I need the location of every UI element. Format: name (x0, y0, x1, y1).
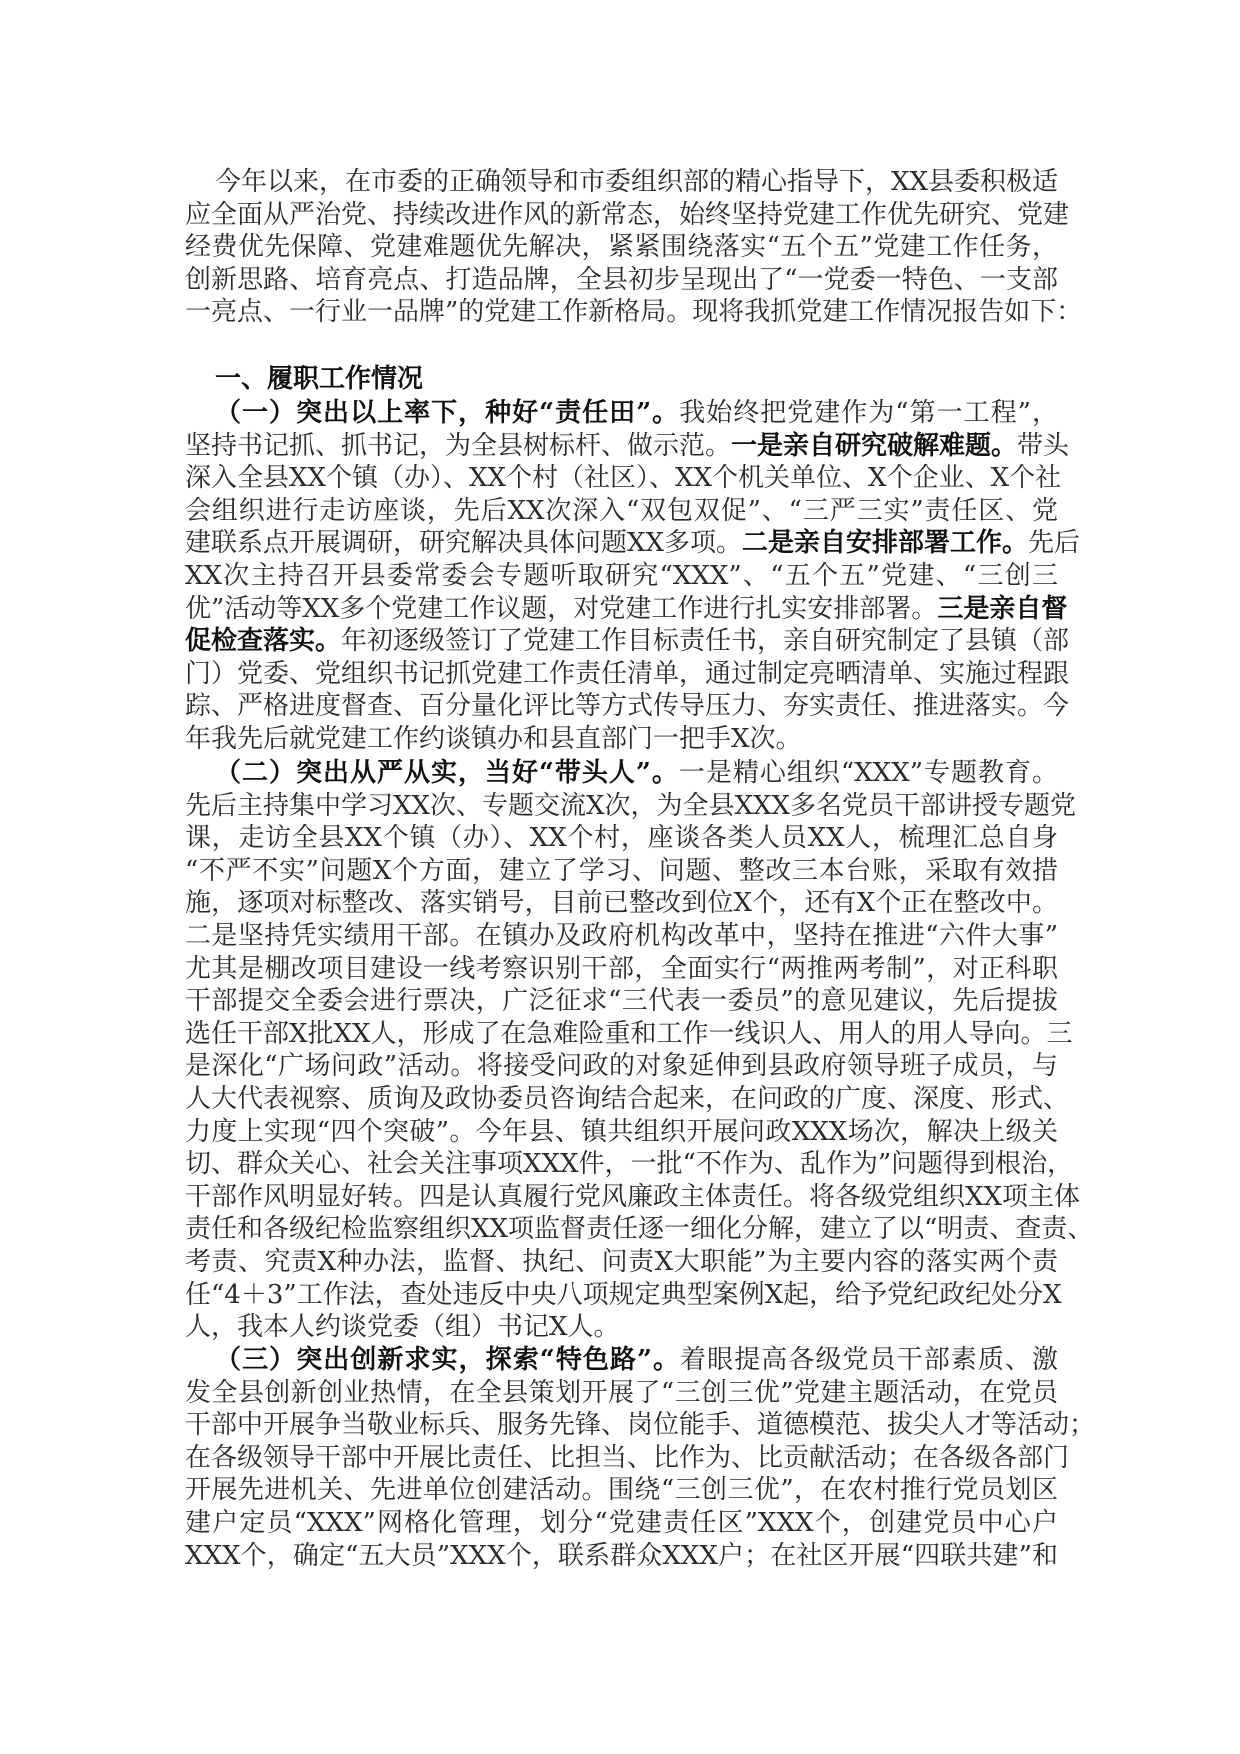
body-text: 门）党委、党组织书记抓党建工作责任清单，通过制定亮晒清单、实施过程跟 (185, 658, 1070, 689)
text-line (185, 790, 1077, 823)
text-line (185, 887, 1058, 920)
text-line (185, 658, 1070, 691)
body-text: XX次主持召开县委常委会专题听取研究“XXX”、“五个五”党建、“三创三 (185, 560, 1058, 591)
text-line (185, 462, 1062, 495)
body-text: 开展先进机关、先进单位创建活动。围绕“三创三优”，在农村推行党员划区 (185, 1475, 1058, 1506)
body-text: 会组织进行走访座谈，先后XX次深入“双包双促”、“三严三实”责任区、党 (185, 495, 1058, 526)
body-text: 我始终把党建作为“第一工程”， (679, 398, 1058, 428)
body-text: 经费优先保障、党建难题优先解决，紧紧围绕落实“五个五”党建工作任务， (185, 232, 1058, 263)
body-text: 年我先后就党建工作约谈镇办和县直部门一把手X次。 (185, 723, 802, 754)
text-line (185, 199, 1070, 232)
body-text: 人大代表视察、质询及政协委员咨询结合起来，在问政的广度、深度、形式、 (185, 1083, 1070, 1114)
body-text: 施，逐项对标整改、落实销号，目前已整改到位X个，还有X个正在整改中。 (185, 888, 1058, 919)
body-text: 尤其是棚改项目建设一线考察识别干部，全面实行“两推两考制”，对正科职 (185, 953, 1058, 984)
text-line (185, 1181, 1081, 1214)
body-text: 人，我本人约谈党委（组）书记X人。 (185, 1312, 620, 1343)
text-line (185, 560, 1058, 593)
body-text: 深入全县XX个镇（办）、XX个村（社区）、XX个机关单位、X个企业、X个社 (185, 463, 1062, 494)
bold-text: （一）突出以上率下，种好“责任田”。 (215, 398, 680, 428)
text-line (185, 625, 1070, 658)
bold-text: （三）突出创新求实，探索“特色路”。 (215, 1345, 681, 1375)
body-text: 建户定员“XXX”网格化管理，划分“党建责任区”XXX个，创建党员中心户 (185, 1507, 1058, 1538)
body-text: 二是坚持凭实绩用干部。在镇办及政府机构改革中，坚持在推进“六件大事” (185, 920, 1058, 951)
text-line (185, 1246, 1058, 1279)
text-line (185, 1540, 1058, 1573)
body-text: 建联系点开展调研，研究解决具体问题XX多项。 (185, 528, 743, 559)
body-text: 优”活动等XX多个党建工作议题，对党建工作进行扎实安排部署。 (185, 593, 938, 624)
text-line (185, 822, 1058, 855)
body-text: 今年以来，在市委的正确领导和市委组织部的精心指导下，XX县委积极适 (215, 167, 1059, 197)
text-line (185, 1050, 1058, 1083)
text-line (185, 1507, 1058, 1540)
paragraph (185, 1344, 1096, 1572)
text-line (185, 430, 1070, 463)
text-line (185, 397, 1058, 430)
paragraph (185, 166, 1083, 329)
bold-text: （二）突出从严从实，当好“带头人”。 (215, 758, 679, 788)
text-line (185, 757, 1058, 790)
paragraph (185, 397, 1081, 756)
body-text: 踪、严格进度督查、百分量化评比等方式传导压力、夯实责任、推进落实。今 (185, 691, 1070, 722)
text-line (185, 231, 1058, 264)
body-text: 干部作风明显好转。四是认真履行党风廉政主体责任。将各级党组织XX项主体 (185, 1181, 1081, 1212)
section-heading (185, 363, 1058, 396)
body-text: 选任干部X批XX人，形成了在急难险重和工作一线识人、用人的用人导向。三 (185, 1018, 1073, 1049)
bold-text: 一是亲自研究破解难题。 (731, 430, 1018, 461)
text-line (185, 527, 1081, 560)
text-line (185, 1213, 1094, 1246)
bold-text: 三是亲自督 (937, 593, 1068, 624)
text-line (185, 1474, 1058, 1507)
text-line (185, 1116, 1058, 1149)
text-line (185, 1148, 1074, 1181)
body-text: 考责、究责X种办法，监督、执纪、问责X大职能”为主要内容的落实两个责 (185, 1246, 1058, 1277)
body-text: 先后 (1028, 528, 1081, 559)
body-text: 着眼提高各级党员干部素质、激 (680, 1345, 1058, 1375)
text-line (185, 855, 1058, 888)
text-line (185, 1344, 1058, 1377)
text-line (185, 690, 1070, 723)
text-line (185, 1279, 1062, 1312)
text-line (185, 953, 1058, 986)
text-line (185, 264, 1058, 297)
text-line (185, 1311, 1058, 1344)
body-text: 干部提交全委会进行票决，广泛征求“三代表一委员”的意见建议，先后提拔 (185, 986, 1058, 1017)
text-line (185, 593, 1068, 626)
body-text: 在各级领导干部中开展比责任、比担当、比作为、比贡献活动；在各级各部门 (185, 1442, 1070, 1473)
text-line (185, 363, 1058, 396)
text-line (185, 920, 1058, 953)
text-line (185, 166, 1058, 199)
text-line (185, 1018, 1073, 1051)
body-text: 创新思路、培育亮点、打造品牌，全县初步呈现出了“一党委一特色、一支部 (185, 264, 1058, 295)
body-text: 发全县创新创业热情，在全县策划开展了“三创三优”党建主题活动，在党员 (185, 1377, 1058, 1408)
bold-text: 促检查落实。 (185, 626, 342, 657)
text-line (185, 985, 1058, 1018)
body-text: 力度上实现“四个突破”。今年县、镇共组织开展问政XXX场次，解决上级关 (185, 1116, 1058, 1147)
text-line (185, 495, 1058, 528)
body-text: 切、群众关心、社会关注事项XXX件，一批“不作为、乱作为”问题得到根治， (185, 1149, 1074, 1180)
text-line (185, 1409, 1096, 1442)
text-line (185, 723, 1058, 756)
body-text: 带头 (1017, 430, 1070, 461)
bold-text: 一、履职工作情况 (215, 364, 424, 394)
body-text: 一是精心组织“XXX”专题教育。 (678, 758, 1058, 788)
body-text: 坚持书记抓、抓书记，为全县树标杆、做示范。 (185, 430, 732, 461)
body-text: 应全面从严治党、持续改进作风的新常态，始终坚持党建工作优先研究、党建 (185, 199, 1070, 230)
text-line (185, 1083, 1070, 1116)
body-text: 任“4＋3”工作法，查处违反中央八项规定典型案例X起，给予党纪政纪处分X (185, 1279, 1062, 1310)
body-text: 先后主持集中学习XX次、专题交流X次，为全县XXX多名党员干部讲授专题党 (185, 790, 1077, 821)
body-text: 干部中开展争当敬业标兵、服务先锋、岗位能手、道德模范、拔尖人才等活动； (185, 1410, 1096, 1441)
text-line (185, 296, 1083, 329)
body-text: 是深化“广场问政”活动。将接受问政的对象延伸到县政府领导班子成员，与 (185, 1051, 1058, 1082)
body-text: 责任和各级纪检监察组织XX项监督责任逐一细化分解，建立了以“明责、查责、 (185, 1214, 1094, 1245)
body-text: 年初逐级签订了党建工作目标责任书，亲自研究制定了县镇（部 (341, 626, 1070, 657)
paragraph (185, 757, 1094, 1344)
body-text: 一亮点、一行业一品牌”的党建工作新格局。现将我抓党建工作情况报告如下： (185, 297, 1083, 328)
text-line (185, 1377, 1058, 1410)
body-text: “不严不实”问题X个方面，建立了学习、问题、整改三本台账，采取有效措 (185, 855, 1058, 886)
text-line (185, 1442, 1070, 1475)
body-text: 课，走访全县XX个镇（办）、XX个村，座谈各类人员XX人，梳理汇总自身 (185, 823, 1058, 854)
bold-text: 二是亲自安排部署工作。 (742, 528, 1029, 559)
body-text: XXX个，确定“五大员”XXX个，联系群众XXX户；在社区开展“四联共建”和 (185, 1540, 1058, 1571)
